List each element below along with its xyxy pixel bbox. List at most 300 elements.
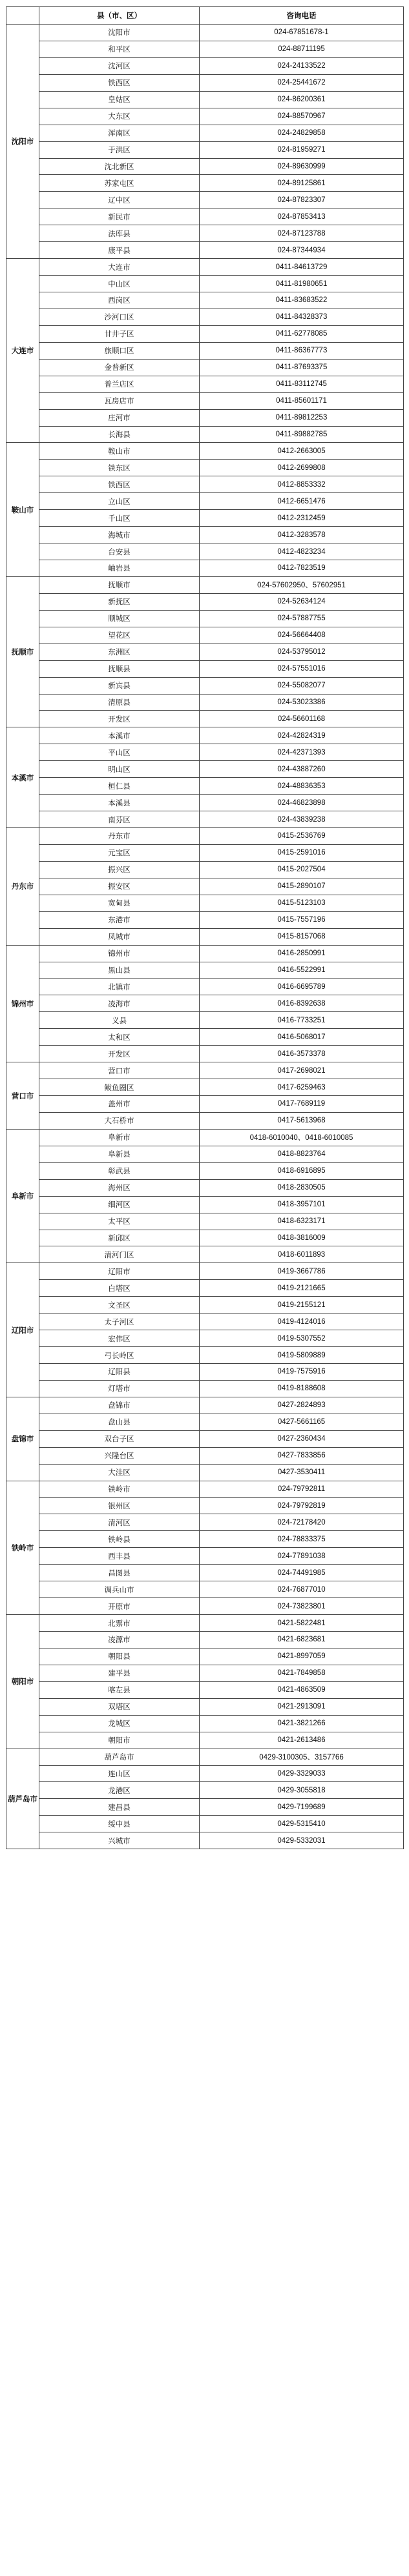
phone-cell: 0415-5123103 <box>200 895 404 911</box>
table-row <box>6 995 404 1012</box>
district-cell: 新宾县 <box>39 677 200 694</box>
phone-cell: 024-77891038 <box>200 1548 404 1565</box>
district-cell: 康平县 <box>39 242 200 259</box>
table-row <box>6 778 404 795</box>
district-cell: 旅顺口区 <box>39 342 200 359</box>
table-row <box>6 610 404 627</box>
district-cell: 北镇市 <box>39 979 200 995</box>
phone-cell: 0415-8157068 <box>200 928 404 945</box>
phone-cell: 0419-3667786 <box>200 1263 404 1280</box>
district-cell: 阜新市 <box>39 1129 200 1146</box>
district-cell: 太平区 <box>39 1213 200 1230</box>
phone-cell: 0419-4124016 <box>200 1313 404 1330</box>
phone-cell: 0411-83112745 <box>200 376 404 392</box>
district-cell: 昌图县 <box>39 1565 200 1581</box>
city-cell: 营口市 <box>6 1062 39 1130</box>
district-cell: 建平县 <box>39 1665 200 1681</box>
district-cell: 顺城区 <box>39 610 200 627</box>
table-row <box>6 593 404 610</box>
district-cell: 桓仁县 <box>39 778 200 795</box>
city-cell: 葫芦岛市 <box>6 1749 39 1849</box>
district-cell: 葫芦岛市 <box>39 1749 200 1765</box>
phone-cell: 0416-8392638 <box>200 995 404 1012</box>
phone-cell: 0415-7557196 <box>200 911 404 928</box>
table-row <box>6 844 404 861</box>
table-row <box>6 276 404 292</box>
district-cell: 开发区 <box>39 1046 200 1062</box>
phone-cell: 024-57887755 <box>200 610 404 627</box>
district-cell: 凤城市 <box>39 928 200 945</box>
phone-cell: 0412-3283578 <box>200 527 404 543</box>
phone-cell: 0421-6823681 <box>200 1632 404 1648</box>
district-cell: 大洼区 <box>39 1464 200 1481</box>
district-cell: 岫岩县 <box>39 560 200 577</box>
district-cell: 开原市 <box>39 1598 200 1615</box>
district-cell: 太子河区 <box>39 1313 200 1330</box>
city-cell: 丹东市 <box>6 828 39 946</box>
table-row <box>6 1632 404 1648</box>
district-cell: 大连市 <box>39 259 200 276</box>
phone-cell: 0427-5661165 <box>200 1414 404 1430</box>
table-row <box>6 828 404 845</box>
contact-sheet <box>6 6 403 1849</box>
phone-cell: 024-46823898 <box>200 795 404 811</box>
phone-cell: 0419-7575916 <box>200 1364 404 1381</box>
phone-cell: 0416-3573378 <box>200 1046 404 1062</box>
table-row <box>6 795 404 811</box>
city-cell: 铁岭市 <box>6 1481 39 1615</box>
phone-cell: 0418-3957101 <box>200 1196 404 1213</box>
city-cell: 盘锦市 <box>6 1397 39 1481</box>
district-cell: 和平区 <box>39 41 200 57</box>
phone-cell: 024-87853413 <box>200 208 404 225</box>
city-cell: 大连市 <box>6 259 39 443</box>
header-district: 县（市、区） <box>39 7 200 25</box>
phone-cell: 024-42371393 <box>200 744 404 761</box>
phone-cell: 0411-85601171 <box>200 392 404 409</box>
district-cell: 开发区 <box>39 711 200 727</box>
district-cell: 中山区 <box>39 276 200 292</box>
city-cell: 本溪市 <box>6 727 39 828</box>
table-row <box>6 711 404 727</box>
district-cell: 灯塔市 <box>39 1380 200 1397</box>
phone-cell: 0419-5307552 <box>200 1330 404 1347</box>
district-cell: 义县 <box>39 1012 200 1029</box>
table-row <box>6 1062 404 1079</box>
table-row <box>6 1112 404 1129</box>
table-row <box>6 493 404 510</box>
phone-cell: 024-57551016 <box>200 660 404 677</box>
district-cell: 凌海市 <box>39 995 200 1012</box>
city-cell: 抚顺市 <box>6 576 39 727</box>
district-cell: 清河门区 <box>39 1246 200 1263</box>
district-cell: 营口市 <box>39 1062 200 1079</box>
phone-cell: 0415-2591016 <box>200 844 404 861</box>
table-row <box>6 192 404 208</box>
phone-cell: 024-24133522 <box>200 57 404 74</box>
table-row <box>6 1129 404 1146</box>
district-cell: 元宝区 <box>39 844 200 861</box>
phone-cell: 0417-2698021 <box>200 1062 404 1079</box>
district-cell: 西岗区 <box>39 292 200 309</box>
district-cell: 锦州市 <box>39 945 200 962</box>
phone-cell: 024-53795012 <box>200 644 404 660</box>
district-cell: 沈阳市 <box>39 25 200 41</box>
table-row <box>6 811 404 828</box>
table-row <box>6 1514 404 1531</box>
phone-cell: 024-89630999 <box>200 158 404 175</box>
phone-cell: 0429-3100305、3157766 <box>200 1749 404 1765</box>
phone-cell: 024-89125861 <box>200 175 404 192</box>
table-row <box>6 979 404 995</box>
phone-cell: 0418-6010040、0418-6010085 <box>200 1129 404 1146</box>
district-cell: 海州区 <box>39 1179 200 1196</box>
table-row <box>6 1213 404 1230</box>
phone-cell: 0418-6916895 <box>200 1162 404 1179</box>
phone-cell: 0419-2155121 <box>200 1297 404 1313</box>
district-cell: 苏家屯区 <box>39 175 200 192</box>
phone-cell: 0416-7733251 <box>200 1012 404 1029</box>
table-row <box>6 1782 404 1799</box>
phone-cell: 024-76877010 <box>200 1581 404 1598</box>
table-row <box>6 208 404 225</box>
district-cell: 抚顺市 <box>39 576 200 593</box>
district-cell: 宏伟区 <box>39 1330 200 1347</box>
district-cell: 铁西区 <box>39 476 200 493</box>
table-row <box>6 1397 404 1414</box>
phone-cell: 024-87823307 <box>200 192 404 208</box>
table-row <box>6 1263 404 1280</box>
table-row <box>6 576 404 593</box>
phone-cell: 024-79792811 <box>200 1481 404 1497</box>
phone-cell: 0411-86367773 <box>200 342 404 359</box>
district-cell: 白塔区 <box>39 1280 200 1297</box>
district-cell: 朝阳县 <box>39 1648 200 1665</box>
phone-cell: 0429-5315410 <box>200 1816 404 1832</box>
phone-cell: 0419-2121665 <box>200 1280 404 1297</box>
table-row <box>6 1280 404 1297</box>
district-cell: 辽中区 <box>39 192 200 208</box>
district-cell: 盘山县 <box>39 1414 200 1430</box>
phone-cell: 0427-2360434 <box>200 1430 404 1447</box>
district-cell: 阜新县 <box>39 1146 200 1162</box>
district-cell: 庄河市 <box>39 409 200 426</box>
phone-cell: 0411-87693375 <box>200 359 404 376</box>
table-row <box>6 426 404 443</box>
phone-cell: 0411-89882785 <box>200 426 404 443</box>
district-cell: 台安县 <box>39 543 200 560</box>
phone-cell: 0421-5822481 <box>200 1615 404 1632</box>
phone-cell: 024-56601168 <box>200 711 404 727</box>
table-row <box>6 1297 404 1313</box>
table-row <box>6 259 404 276</box>
city-cell: 鞍山市 <box>6 443 39 577</box>
phone-cell: 024-87344934 <box>200 242 404 259</box>
district-cell: 海城市 <box>39 527 200 543</box>
table-row <box>6 543 404 560</box>
table-row <box>6 744 404 761</box>
district-cell: 大东区 <box>39 108 200 125</box>
header-city <box>6 7 39 25</box>
table-row <box>6 460 404 476</box>
table-row <box>6 1698 404 1715</box>
table-row <box>6 1162 404 1179</box>
district-cell: 辽阳县 <box>39 1364 200 1381</box>
phone-cell: 024-88711195 <box>200 41 404 57</box>
district-cell: 铁岭县 <box>39 1531 200 1548</box>
table-row <box>6 727 404 744</box>
phone-cell: 0411-83683522 <box>200 292 404 309</box>
district-cell: 东洲区 <box>39 644 200 660</box>
district-cell: 铁东区 <box>39 460 200 476</box>
district-cell: 双塔区 <box>39 1698 200 1715</box>
phone-cell: 0415-2027504 <box>200 861 404 878</box>
phone-cell: 024-72178420 <box>200 1514 404 1531</box>
table-row <box>6 1414 404 1430</box>
table-row <box>6 1347 404 1364</box>
table-row <box>6 1464 404 1481</box>
district-cell: 银州区 <box>39 1497 200 1514</box>
table-row <box>6 125 404 141</box>
phone-cell: 0411-84328373 <box>200 309 404 325</box>
district-cell: 振安区 <box>39 878 200 895</box>
table-row <box>6 1046 404 1062</box>
table-row <box>6 1096 404 1113</box>
district-cell: 法库县 <box>39 225 200 242</box>
district-cell: 朝阳市 <box>39 1732 200 1749</box>
district-cell: 文圣区 <box>39 1297 200 1313</box>
phone-cell: 0412-2312459 <box>200 510 404 527</box>
phone-cell: 0418-8823764 <box>200 1146 404 1162</box>
table-row <box>6 1615 404 1632</box>
table-row <box>6 1749 404 1765</box>
table-row <box>6 108 404 125</box>
city-cell: 阜新市 <box>6 1129 39 1263</box>
phone-cell: 024-78833375 <box>200 1531 404 1548</box>
table-row <box>6 1548 404 1565</box>
phone-cell: 0416-6695789 <box>200 979 404 995</box>
table-row <box>6 962 404 979</box>
table-row <box>6 1531 404 1548</box>
table-row <box>6 878 404 895</box>
district-cell: 平山区 <box>39 744 200 761</box>
table-row <box>6 57 404 74</box>
district-cell: 双台子区 <box>39 1430 200 1447</box>
table-row <box>6 325 404 342</box>
phone-cell: 0429-3055818 <box>200 1782 404 1799</box>
phone-cell: 0421-2913091 <box>200 1698 404 1715</box>
district-cell: 金普新区 <box>39 359 200 376</box>
phone-cell: 0417-7689119 <box>200 1096 404 1113</box>
district-cell: 沙河口区 <box>39 309 200 325</box>
table-row <box>6 1246 404 1263</box>
phone-cell: 024-48836353 <box>200 778 404 795</box>
table-row <box>6 627 404 644</box>
phone-cell: 024-24829858 <box>200 125 404 141</box>
table-row <box>6 141 404 158</box>
table-row <box>6 694 404 711</box>
table-row <box>6 1799 404 1816</box>
phone-cell: 0412-8853332 <box>200 476 404 493</box>
table-row <box>6 1012 404 1029</box>
phone-cell: 0412-7823519 <box>200 560 404 577</box>
district-cell: 清河区 <box>39 1514 200 1531</box>
table-row <box>6 1497 404 1514</box>
district-cell: 宽甸县 <box>39 895 200 911</box>
district-cell: 黑山县 <box>39 962 200 979</box>
consult-phone-table <box>6 6 404 1849</box>
district-cell: 本溪县 <box>39 795 200 811</box>
table-row <box>6 1447 404 1464</box>
table-row <box>6 527 404 543</box>
phone-cell: 024-53023386 <box>200 694 404 711</box>
district-cell: 于洪区 <box>39 141 200 158</box>
table-row <box>6 560 404 577</box>
phone-cell: 0429-7199689 <box>200 1799 404 1816</box>
phone-cell: 024-88570967 <box>200 108 404 125</box>
table-row <box>6 359 404 376</box>
phone-cell: 024-86200361 <box>200 91 404 108</box>
district-cell: 望花区 <box>39 627 200 644</box>
district-cell: 明山区 <box>39 761 200 778</box>
phone-cell: 0421-2613486 <box>200 1732 404 1749</box>
table-row <box>6 443 404 460</box>
table-row <box>6 1481 404 1497</box>
table-row <box>6 91 404 108</box>
phone-cell: 0412-4823234 <box>200 543 404 560</box>
table-row <box>6 1230 404 1246</box>
phone-cell: 024-43839238 <box>200 811 404 828</box>
table-row <box>6 25 404 41</box>
district-cell: 弓长岭区 <box>39 1347 200 1364</box>
phone-cell: 0418-6011893 <box>200 1246 404 1263</box>
district-cell: 东港市 <box>39 911 200 928</box>
district-cell: 连山区 <box>39 1765 200 1782</box>
district-cell: 铁西区 <box>39 74 200 91</box>
city-cell: 锦州市 <box>6 945 39 1062</box>
table-row <box>6 1565 404 1581</box>
city-cell: 朝阳市 <box>6 1615 39 1749</box>
phone-cell: 0427-7833856 <box>200 1447 404 1464</box>
table-row <box>6 928 404 945</box>
district-cell: 清原县 <box>39 694 200 711</box>
table-row <box>6 1648 404 1665</box>
phone-cell: 024-74491985 <box>200 1565 404 1581</box>
phone-cell: 0412-6651476 <box>200 493 404 510</box>
phone-cell: 0418-6323171 <box>200 1213 404 1230</box>
district-cell: 瓦房店市 <box>39 392 200 409</box>
table-row <box>6 376 404 392</box>
phone-cell: 024-42824319 <box>200 727 404 744</box>
district-cell: 兴隆台区 <box>39 1447 200 1464</box>
district-cell: 鞍山市 <box>39 443 200 460</box>
district-cell: 西丰县 <box>39 1548 200 1565</box>
table-row <box>6 1196 404 1213</box>
district-cell: 北票市 <box>39 1615 200 1632</box>
phone-cell: 024-43887260 <box>200 761 404 778</box>
table-row <box>6 1330 404 1347</box>
phone-cell: 0421-3821266 <box>200 1715 404 1732</box>
district-cell: 丹东市 <box>39 828 200 845</box>
phone-cell: 0418-3816009 <box>200 1230 404 1246</box>
phone-cell: 0418-2830505 <box>200 1179 404 1196</box>
table-row <box>6 292 404 309</box>
table-row <box>6 41 404 57</box>
phone-cell: 0416-5522991 <box>200 962 404 979</box>
table-row <box>6 1380 404 1397</box>
phone-cell: 0427-3530411 <box>200 1464 404 1481</box>
district-cell: 太和区 <box>39 1029 200 1046</box>
phone-cell: 0419-5809889 <box>200 1347 404 1364</box>
phone-cell: 0411-81980651 <box>200 276 404 292</box>
phone-cell: 024-81959271 <box>200 141 404 158</box>
table-row <box>6 242 404 259</box>
table-row <box>6 1598 404 1615</box>
table-row <box>6 158 404 175</box>
phone-cell: 0415-2890107 <box>200 878 404 895</box>
district-cell: 新邱区 <box>39 1230 200 1246</box>
phone-cell: 0416-5068017 <box>200 1029 404 1046</box>
table-row <box>6 1079 404 1096</box>
district-cell: 本溪市 <box>39 727 200 744</box>
district-cell: 盘锦市 <box>39 1397 200 1414</box>
table-row <box>6 677 404 694</box>
table-body <box>6 25 404 1849</box>
district-cell: 南芬区 <box>39 811 200 828</box>
district-cell: 普兰店区 <box>39 376 200 392</box>
table-row <box>6 1765 404 1782</box>
table-row <box>6 392 404 409</box>
table-row <box>6 1665 404 1681</box>
district-cell: 新民市 <box>39 208 200 225</box>
district-cell: 调兵山市 <box>39 1581 200 1598</box>
phone-cell: 0415-2536769 <box>200 828 404 845</box>
district-cell: 抚顺县 <box>39 660 200 677</box>
phone-cell: 024-55082077 <box>200 677 404 694</box>
table-row <box>6 1313 404 1330</box>
table-row <box>6 225 404 242</box>
phone-cell: 0412-2699808 <box>200 460 404 476</box>
phone-cell: 0429-5332031 <box>200 1832 404 1849</box>
phone-cell: 0411-89812253 <box>200 409 404 426</box>
phone-cell: 0412-2663005 <box>200 443 404 460</box>
district-cell: 沈河区 <box>39 57 200 74</box>
table-row <box>6 660 404 677</box>
phone-cell: 0429-3329033 <box>200 1765 404 1782</box>
phone-cell: 024-67851678-1 <box>200 25 404 41</box>
table-row <box>6 1364 404 1381</box>
phone-cell: 0411-84613729 <box>200 259 404 276</box>
phone-cell: 0427-2824893 <box>200 1397 404 1414</box>
district-cell: 浑南区 <box>39 125 200 141</box>
phone-cell: 0416-2850991 <box>200 945 404 962</box>
table-row <box>6 1832 404 1849</box>
district-cell: 细河区 <box>39 1196 200 1213</box>
district-cell: 兴城市 <box>39 1832 200 1849</box>
table-row <box>6 1816 404 1832</box>
table-row <box>6 342 404 359</box>
table-row <box>6 510 404 527</box>
district-cell: 龙城区 <box>39 1715 200 1732</box>
district-cell: 千山区 <box>39 510 200 527</box>
table-row <box>6 1430 404 1447</box>
district-cell: 辽阳市 <box>39 1263 200 1280</box>
header-row <box>6 7 404 25</box>
district-cell: 喀左县 <box>39 1681 200 1698</box>
table-row <box>6 895 404 911</box>
district-cell: 鲅鱼圈区 <box>39 1079 200 1096</box>
table-row <box>6 409 404 426</box>
